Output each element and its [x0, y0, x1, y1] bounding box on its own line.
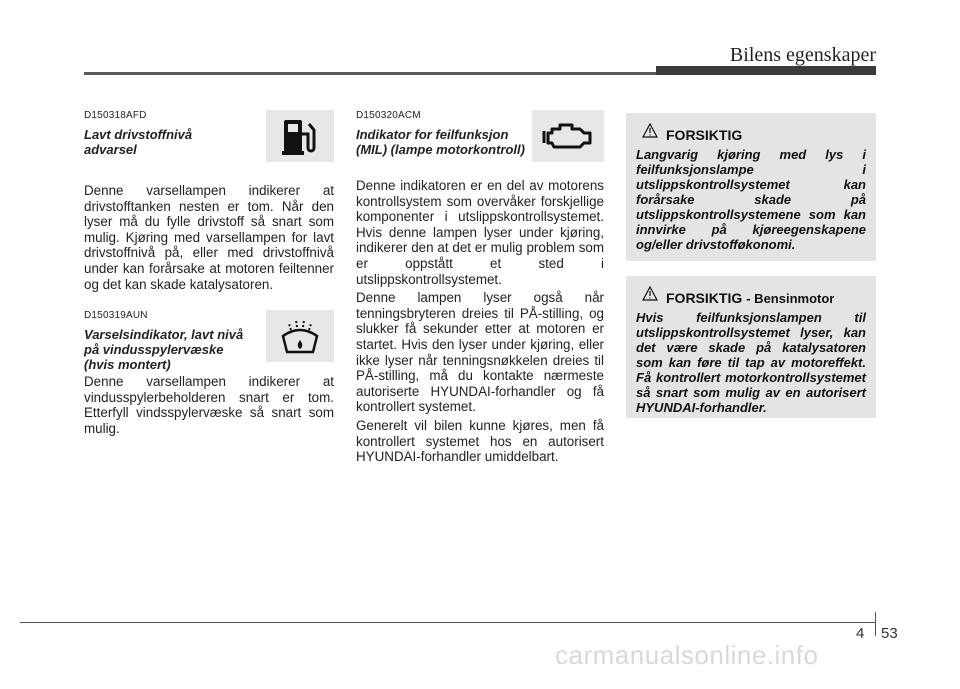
fuel-pump-icon [266, 110, 334, 162]
section-body: Denne varsellampen indikerer at vindusspylerbeholderen snart er tom. Etterfyll vindsspylervæske så snart som mulig. [84, 374, 334, 436]
section-mil [356, 110, 604, 166]
section-code: D150320ACM [356, 110, 421, 121]
warning-triangle-icon [642, 123, 658, 143]
section-body: Denne varsellampen indikerer at drivstofftanken nesten er tom. Når den lyser må du fylle drivstoff så snart som mulig. Kjøring med varsellampen for lavt drivstoffnivå på, eller med drivstoffnivå under kan forårsake at motoren feiltenner og det kan skade katalysatoren. [84, 183, 334, 292]
engine-check-icon [532, 110, 604, 162]
caution-subtitle: - Bensinmotor [746, 291, 835, 306]
section-number: 4 [856, 625, 865, 642]
caution-box-gasoline [626, 276, 876, 418]
caution-heading [642, 286, 866, 306]
section-title-line: (hvis montert) [84, 357, 171, 373]
page-number: 53 [881, 625, 898, 642]
caution-title: FORSIKTIG [666, 127, 743, 143]
caution-body: Hvis feilfunksjonslampen til utslippskontrollsystemet lyser, kan det være skade på katalysatoren som kan føre til tap av motoreffekt. Få kontrollert motorkontrollsystemet så snart som mulig av en autorisert HYUNDAI-forhandler. [636, 310, 866, 415]
footer-rule [20, 622, 875, 623]
caution-title: FORSIKTIG [666, 290, 743, 306]
section-body: Denne indikatoren er en del av motorens kontrollsystem som overvåker forskjellige komponenter i utslippskontrollsystemet. Hvis denne lampen lyser under kjøring, indikerer den at det er mulig problem som er oppstått et sted i utslippskontrollsystemet. [356, 178, 604, 287]
section-title-line: advarsel [84, 142, 137, 157]
footer-divider [875, 612, 876, 636]
washer-fluid-icon [266, 310, 334, 362]
section-body: Generelt vil bilen kunne kjøres, men få kontrollert systemet hos en autorisert HYUNDAI-forhandler umiddelbart. [356, 417, 604, 465]
warning-triangle-icon [642, 286, 658, 306]
section-body: Denne lampen lyser også når tenningsbryteren dreies til PÅ-stilling, og slukker få sekunder etter at motoren er startet. Hvis den lyser under kjøring, eller ikke lyser når tenningsnøkkelen dreies til PÅ-stilling, må du kontakte nærmeste autoriserte HYUNDAI-forhandler og få kontrollert systemet. [356, 290, 604, 415]
caution-heading [642, 123, 866, 143]
caution-body: Langvarig kjøring med lys i feilfunksjonslampe i utslippskontrollsystemet kan forårsake skade på utslippskontrollsystemene som kan innvirke på kjøreegenskapene og/eller drivstofføkonomi. [636, 147, 866, 252]
column-left [84, 110, 334, 437]
section-title-line: Varselsindikator, lavt nivå [84, 327, 244, 343]
header-tab-bar [656, 66, 876, 75]
section-code: D150318AFD [84, 110, 147, 121]
section-title-line: Lavt drivstoffnivå [84, 127, 193, 142]
column-middle [356, 110, 604, 465]
section-title-line: (MIL) (lampe motorkontroll) [356, 142, 525, 157]
section-washer-fluid [84, 310, 334, 373]
section-code: D150319AUN [84, 310, 148, 322]
caution-box [626, 113, 876, 261]
watermark: carmanualsonline.info [555, 640, 819, 670]
section-title-line: Indikator for feilfunksjon [356, 127, 509, 142]
section-title-line: på vindusspylervæske [84, 342, 224, 358]
section-low-fuel [84, 110, 334, 170]
chapter-title: Bilens egenskaper [729, 44, 876, 66]
